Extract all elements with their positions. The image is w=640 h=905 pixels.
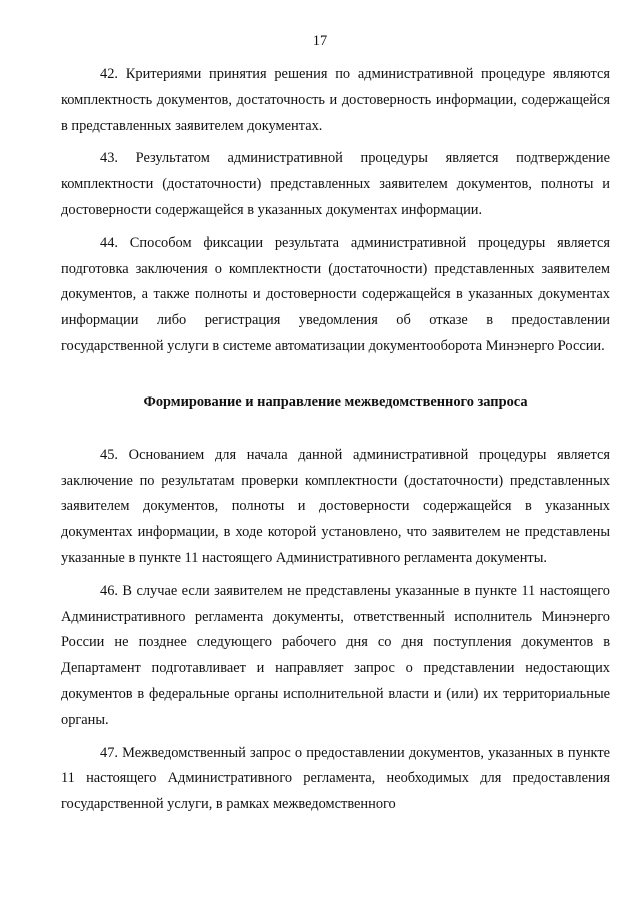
paragraph-45: 45. Основанием для начала данной административной процедуры является заключение по результатам проверки комплектности (достаточности) представленных заявителем документов, полноты и достоверности содержащейся в указанных документах информации, в ходе которой установлено, что заявителем не представлены указанные в пункте 11 настоящего Административного регламента документы. <box>61 446 610 566</box>
paragraph-43: 43. Результатом административной процедуры является подтверждение комплектности (достаточности) представленных заявителем документов, полноты и достоверности содержащейся в указанных документах информации. <box>61 150 610 218</box>
paragraph-42: 42. Критериями принятия решения по административной процедуре являются комплектность документов, достаточность и достоверность информации, содержащейся в представленных заявителем документах. <box>61 66 610 134</box>
paragraph-44: 44. Способом фиксации результата административной процедуры является подготовка заключения о комплектности (достаточности) представленных заявителем документов, а также полноты и достоверности содержащейся в указанных документах информации либо регистрация уведомления об отказе в предоставлении государственной услуги в системе автоматизации документооборота Минэнерго России. <box>61 234 610 354</box>
paragraph-47: 47. Межведомственный запрос о предоставлении документов, указанных в пункте 11 настоящего Административного регламента, необходимых для предоставления государственной услуги, в рамках межведомственного <box>61 744 610 813</box>
section-heading: Формирование и направление межведомственного запроса <box>143 393 528 410</box>
document-body <box>61 62 610 825</box>
page-number: 17 <box>312 33 328 49</box>
paragraph-46: 46. В случае если заявителем не представлены указанные в пункте 11 настоящего Административного регламента документы, ответственный исполнитель Минэнерго России не позднее следующего рабочего дня со дня поступления документов в Департамент подготавливает и направляет запрос о представлении недостающих документов в федеральные органы исполнительной власти и (или) их территориальные органы. <box>61 582 610 728</box>
